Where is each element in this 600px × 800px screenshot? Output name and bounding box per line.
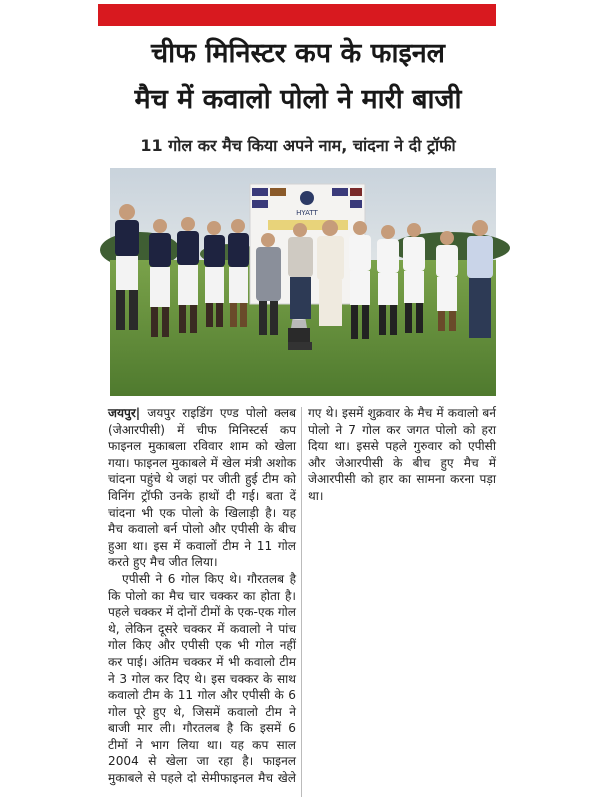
paragraph-1 [108, 405, 296, 571]
paragraph-1-text: जयपुर राइडिंग एण्ड पोलो क्लब (जेआरपीसी) में चीफ मिनिस्टर्स कप फाइनल मुकाबला रविवार शाम को खेला गया। फाइनल मुकाबले में खेल मंत्री अशोक चांदना पहुंचे थे जहां पर जीती हुई टीम को विनिंग ट्रॉफी उनके हाथों दी गई। बता दें चांदना भी एक पोलो के खिलाड़ी है। यह मैच कवालो बर्न पोलो और एपीसी के बीच हुआ था। इस में कवालों टीम ने 11 गोल करते हुए मैच जीत लिया। [108, 406, 296, 570]
subheadline: 11 गोल कर मैच किया अपने नाम, चांदना ने दी ट्रॉफी [140, 136, 456, 155]
team-photo-illustration [110, 168, 496, 396]
team-photo [110, 168, 496, 396]
headline-line-1: चीफ मिनिस्टर कप के फाइनल [151, 38, 445, 69]
article-body-text [108, 405, 496, 800]
dateline: जयपुर| [108, 406, 141, 420]
paragraph-2: एपीसी ने 6 गोल किए थे। गौरतलब है कि पोलो का मैच चार चक्कर का होता है। पहले चक्कर में दोनों टीमों के एक-एक गोल थे, लेकिन दूसरे चक्कर में कवालो ने पांच गोल किए और एपीसी एक भी गोल नहीं कर पाई। अंतिम चक्कर में भी कवालो टीम ने 3 गोल कर दिए थे। इस चक्कर के साथ कवालो टीम के 11 गोल और एपीसी के 6 गोल पूरे हुए थे, जिसमें कवालो टीम ने बाजी मार ली। गौरतलब है कि इसमें 6 टीमों ने भाग लिया था। यह कप साल 2004 से खेला जा रहा है। फाइनल मुकाबले से पहले दो सेमीफाइनल मैच खेले गए थे। इसमें शुक्रवार के मैच में कवालो बर्न पोलो ने 7 गोल कर जगत पोलो को हरा दिया था। इससे पहले गुरुवार को एपीसी और जेआरपीसी के बीच हुए मैच में जेआरपीसी को हार का सामना करना पड़ा था। [108, 406, 496, 786]
banner-logo-text: HYATT [296, 209, 318, 217]
article-body-left-column [108, 405, 496, 800]
headline-line-2: मैच में कवालो पोलो ने मारी बाजी [134, 84, 462, 115]
red-header-bar [98, 4, 496, 26]
